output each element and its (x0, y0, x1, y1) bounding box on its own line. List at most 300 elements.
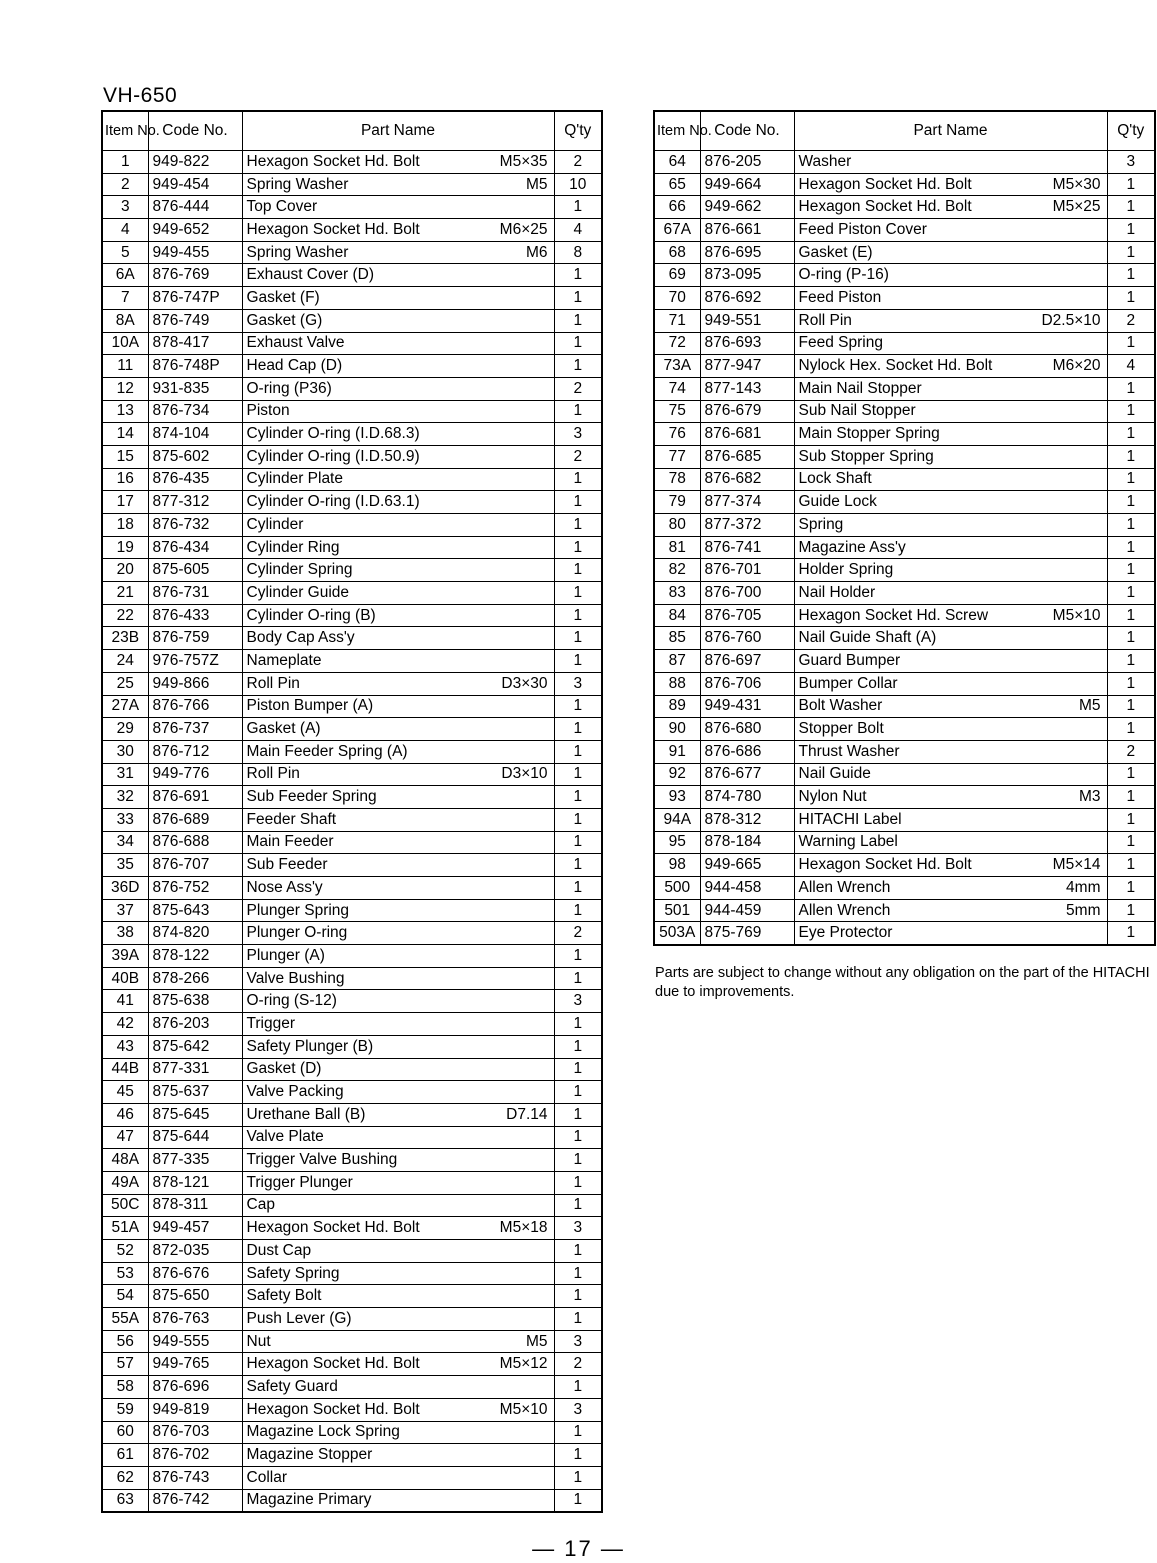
part-name: Hexagon Socket Hd. Bolt (246, 152, 420, 170)
part-spec: M5 (525, 175, 548, 193)
item-no: 48A (102, 1149, 148, 1172)
quantity: 1 (554, 1489, 602, 1512)
code-no: 876-676 (148, 1262, 242, 1285)
item-no: 76 (654, 423, 700, 446)
quantity: 1 (554, 627, 602, 650)
item-no: 98 (654, 854, 700, 877)
part-spec (548, 1447, 550, 1463)
part-name: Nail Guide Shaft (A) (798, 629, 937, 647)
part-name: Gasket (F) (246, 288, 320, 306)
part-name: Body Cap Ass'y (246, 629, 355, 647)
part-name: Piston Bumper (A) (246, 697, 374, 715)
part-name-cell (242, 1081, 554, 1104)
part-name-cell (794, 899, 1107, 922)
part-spec (548, 449, 550, 465)
part-spec: M3 (1078, 788, 1101, 806)
code-no: 949-555 (148, 1330, 242, 1353)
quantity: 1 (1107, 287, 1155, 310)
quantity: 1 (1107, 173, 1155, 196)
table-row (102, 786, 602, 809)
item-no: 59 (102, 1398, 148, 1421)
part-name-cell (242, 1398, 554, 1421)
table-row (654, 400, 1155, 423)
part-name-cell (242, 650, 554, 673)
part-name-cell (794, 151, 1107, 174)
item-no: 87 (654, 650, 700, 673)
header-part-name: Part Name (794, 111, 1107, 151)
table-row (102, 1262, 602, 1285)
code-no: 878-184 (700, 831, 794, 854)
table-row (102, 582, 602, 605)
part-spec (1101, 562, 1103, 578)
part-name-cell (242, 241, 554, 264)
table-row (654, 264, 1155, 287)
part-spec (548, 1492, 550, 1508)
part-name: Trigger (246, 1014, 296, 1032)
quantity: 1 (554, 650, 602, 673)
item-no: 46 (102, 1103, 148, 1126)
table-row (102, 309, 602, 332)
part-spec (548, 857, 550, 873)
part-spec (548, 1311, 550, 1327)
part-name: Piston (246, 402, 290, 420)
code-no: 949-431 (700, 695, 794, 718)
part-name-cell (794, 786, 1107, 809)
table-row (654, 854, 1155, 877)
part-spec (548, 948, 550, 964)
table-row (102, 173, 602, 196)
table-row (654, 922, 1155, 945)
item-no: 36D (102, 877, 148, 900)
part-name: Spring (798, 515, 844, 533)
page-number: — 17 — (532, 1536, 625, 1561)
header-code-no: Code No. (148, 111, 242, 151)
quantity: 1 (1107, 264, 1155, 287)
quantity: 1 (1107, 922, 1155, 945)
part-spec: M5 (525, 1332, 548, 1350)
part-spec: M5×10 (1052, 606, 1101, 624)
quantity: 2 (554, 922, 602, 945)
part-name: Allen Wrench (798, 901, 891, 919)
part-spec: M5×10 (499, 1400, 548, 1418)
quantity: 1 (1107, 514, 1155, 537)
part-name: Valve Packing (246, 1083, 344, 1101)
part-name: Magazine Primary (246, 1491, 372, 1509)
part-name: Stopper Bolt (798, 720, 884, 738)
part-name: Hexagon Socket Hd. Bolt (798, 198, 972, 216)
code-no: 949-822 (148, 151, 242, 174)
table-row (102, 377, 602, 400)
part-name: Trigger Valve Bushing (246, 1151, 398, 1169)
item-no: 50C (102, 1194, 148, 1217)
quantity: 1 (554, 740, 602, 763)
item-no: 501 (654, 899, 700, 922)
part-spec (548, 1266, 550, 1282)
quantity: 1 (554, 1126, 602, 1149)
quantity: 1 (554, 1103, 602, 1126)
part-name: Eye Protector (798, 924, 893, 942)
part-name: Magazine Ass'y (798, 538, 906, 556)
item-no: 503A (654, 922, 700, 945)
part-name-cell (242, 309, 554, 332)
code-no: 876-696 (148, 1376, 242, 1399)
part-name-cell (794, 400, 1107, 423)
part-name: Safety Guard (246, 1377, 338, 1395)
table-row (654, 196, 1155, 219)
code-no: 878-417 (148, 332, 242, 355)
part-spec: M5 (1078, 697, 1101, 715)
table-row (102, 945, 602, 968)
part-name: Hexagon Socket Hd. Bolt (246, 1400, 420, 1418)
part-name: Main Nail Stopper (798, 379, 922, 397)
item-no: 7 (102, 287, 148, 310)
code-no: 876-707 (148, 854, 242, 877)
code-no: 876-681 (700, 423, 794, 446)
part-spec (548, 834, 550, 850)
item-no: 51A (102, 1217, 148, 1240)
code-no: 877-312 (148, 491, 242, 514)
part-spec (548, 721, 550, 737)
quantity: 1 (1107, 786, 1155, 809)
quantity: 4 (1107, 355, 1155, 378)
quantity: 1 (554, 967, 602, 990)
part-spec (1101, 381, 1103, 397)
table-row (654, 219, 1155, 242)
part-name: Nose Ass'y (246, 878, 323, 896)
table-row (654, 899, 1155, 922)
code-no: 876-743 (148, 1466, 242, 1489)
part-name: Nut (246, 1332, 271, 1350)
part-name-cell (242, 1421, 554, 1444)
quantity: 1 (1107, 672, 1155, 695)
part-name: Roll Pin (246, 765, 300, 783)
table-row (102, 1421, 602, 1444)
part-name-cell (242, 468, 554, 491)
part-name: Hexagon Socket Hd. Bolt (798, 856, 972, 874)
code-no: 875-642 (148, 1035, 242, 1058)
part-spec (548, 313, 550, 329)
part-name-cell (242, 355, 554, 378)
table-row (102, 740, 602, 763)
item-no: 15 (102, 445, 148, 468)
part-spec (1101, 744, 1103, 760)
table-row (654, 650, 1155, 673)
part-name-cell (242, 582, 554, 605)
quantity: 1 (554, 1013, 602, 1036)
code-no: 878-266 (148, 967, 242, 990)
table-row (654, 332, 1155, 355)
code-no: 876-691 (148, 786, 242, 809)
part-name-cell (242, 173, 554, 196)
part-name: O-ring (S-12) (246, 992, 337, 1010)
code-no: 876-741 (700, 536, 794, 559)
part-name-cell (242, 559, 554, 582)
code-no: 876-747P (148, 287, 242, 310)
code-no: 876-701 (700, 559, 794, 582)
part-name: Plunger Spring (246, 901, 350, 919)
table-row (654, 491, 1155, 514)
item-no: 47 (102, 1126, 148, 1149)
part-name: Sub Nail Stopper (798, 402, 916, 420)
item-no: 85 (654, 627, 700, 650)
item-no: 83 (654, 582, 700, 605)
part-name: Sub Feeder (246, 856, 328, 874)
item-no: 32 (102, 786, 148, 809)
table-row (102, 423, 602, 446)
part-name-cell (794, 332, 1107, 355)
part-name: Cylinder Ring (246, 538, 340, 556)
item-no: 33 (102, 808, 148, 831)
table-row (102, 196, 602, 219)
part-name-cell (794, 854, 1107, 877)
table-row (654, 672, 1155, 695)
item-no: 53 (102, 1262, 148, 1285)
table-row (654, 423, 1155, 446)
part-spec: M5×30 (1052, 175, 1101, 193)
part-name: Cylinder (246, 515, 304, 533)
table-row (102, 264, 602, 287)
part-name: Cylinder O-ring (B) (246, 606, 376, 624)
part-name-cell (794, 650, 1107, 673)
part-spec (1101, 812, 1103, 828)
part-name: Cylinder O-ring (I.D.63.1) (246, 493, 420, 511)
part-name: Gasket (D) (246, 1060, 322, 1078)
code-no: 949-455 (148, 241, 242, 264)
part-name-cell (794, 445, 1107, 468)
table-row (102, 1444, 602, 1467)
item-no: 41 (102, 990, 148, 1013)
quantity: 1 (554, 718, 602, 741)
code-no: 875-645 (148, 1103, 242, 1126)
part-spec (548, 608, 550, 624)
quantity: 2 (554, 445, 602, 468)
item-no: 66 (654, 196, 700, 219)
code-no: 944-458 (700, 877, 794, 900)
item-no: 38 (102, 922, 148, 945)
item-no: 90 (654, 718, 700, 741)
part-spec (1101, 517, 1103, 533)
item-no: 58 (102, 1376, 148, 1399)
part-spec (548, 267, 550, 283)
quantity: 1 (1107, 831, 1155, 854)
part-name: O-ring (P36) (246, 379, 332, 397)
code-no: 931-835 (148, 377, 242, 400)
code-no: 876-749 (148, 309, 242, 332)
part-spec (548, 1175, 550, 1191)
item-no: 10A (102, 332, 148, 355)
code-no: 877-374 (700, 491, 794, 514)
item-no: 56 (102, 1330, 148, 1353)
code-no: 876-689 (148, 808, 242, 831)
part-name: Hexagon Socket Hd. Bolt (246, 1219, 420, 1237)
code-no: 876-769 (148, 264, 242, 287)
code-no: 876-732 (148, 514, 242, 537)
code-no: 876-748P (148, 355, 242, 378)
item-no: 77 (654, 445, 700, 468)
table-row (102, 1194, 602, 1217)
code-no: 876-763 (148, 1308, 242, 1331)
part-spec (548, 1243, 550, 1259)
parts-table-right (653, 110, 1156, 946)
part-spec: 4mm (1066, 878, 1101, 896)
item-no: 31 (102, 763, 148, 786)
part-spec (548, 925, 550, 941)
code-no: 976-757Z (148, 650, 242, 673)
quantity: 1 (554, 1149, 602, 1172)
quantity: 8 (554, 241, 602, 264)
part-spec (1101, 653, 1103, 669)
item-no: 8A (102, 309, 148, 332)
item-no: 54 (102, 1285, 148, 1308)
table-header-row (102, 111, 602, 151)
part-spec (1101, 449, 1103, 465)
part-spec (1101, 630, 1103, 646)
quantity: 3 (554, 672, 602, 695)
table-row (102, 536, 602, 559)
quantity: 1 (1107, 854, 1155, 877)
quantity: 1 (1107, 445, 1155, 468)
part-name: Gasket (E) (798, 243, 873, 261)
part-name: Valve Plate (246, 1128, 324, 1146)
table-row (654, 241, 1155, 264)
part-spec (548, 1152, 550, 1168)
part-name-cell (794, 309, 1107, 332)
code-no: 949-652 (148, 219, 242, 242)
table-row (102, 1035, 602, 1058)
part-spec (548, 199, 550, 215)
table-row (102, 1240, 602, 1263)
part-spec (1101, 290, 1103, 306)
table-row (102, 1013, 602, 1036)
item-no: 61 (102, 1444, 148, 1467)
code-no: 878-312 (700, 808, 794, 831)
item-no: 500 (654, 877, 700, 900)
part-name-cell (794, 355, 1107, 378)
part-spec (548, 358, 550, 374)
item-no: 49A (102, 1171, 148, 1194)
part-spec: M6 (525, 243, 548, 261)
change-notice: Parts are subject to change without any obligation on the part of the HITACHI due to improvements. (655, 965, 1150, 1000)
code-no: 876-705 (700, 604, 794, 627)
model-title: VH-650 (103, 84, 178, 107)
part-spec (548, 971, 550, 987)
part-name-cell (242, 1058, 554, 1081)
part-name-cell (794, 763, 1107, 786)
code-no: 876-680 (700, 718, 794, 741)
header-qty: Q'ty (554, 111, 602, 151)
part-name: Guard Bumper (798, 651, 901, 669)
part-spec (548, 993, 550, 1009)
part-spec: D2.5×10 (1041, 311, 1101, 329)
quantity: 1 (1107, 877, 1155, 900)
code-no: 876-688 (148, 831, 242, 854)
quantity: 2 (1107, 740, 1155, 763)
part-name-cell (242, 1171, 554, 1194)
table-row (102, 1466, 602, 1489)
table-row (654, 786, 1155, 809)
table-row (102, 650, 602, 673)
part-spec (548, 1016, 550, 1032)
item-no: 78 (654, 468, 700, 491)
part-name: Plunger O-ring (246, 924, 348, 942)
table-row (102, 1308, 602, 1331)
quantity: 1 (554, 1035, 602, 1058)
table-row (102, 468, 602, 491)
quantity: 1 (1107, 763, 1155, 786)
part-name: Magazine Stopper (246, 1446, 373, 1464)
item-no: 34 (102, 831, 148, 854)
part-name-cell (794, 831, 1107, 854)
table-row (654, 718, 1155, 741)
part-spec (548, 789, 550, 805)
table-row (102, 1081, 602, 1104)
part-name-cell (794, 718, 1107, 741)
part-name: Roll Pin (798, 311, 852, 329)
item-no: 62 (102, 1466, 148, 1489)
part-name: Dust Cap (246, 1241, 312, 1259)
part-spec: M5×18 (499, 1219, 548, 1237)
table-row (102, 514, 602, 537)
code-no: 876-692 (700, 287, 794, 310)
quantity: 1 (1107, 219, 1155, 242)
part-name: Valve Bushing (246, 969, 345, 987)
part-spec (1101, 585, 1103, 601)
part-name-cell (794, 264, 1107, 287)
table-row (654, 559, 1155, 582)
quantity: 1 (554, 400, 602, 423)
quantity: 1 (1107, 332, 1155, 355)
table-row (654, 740, 1155, 763)
part-name-cell (242, 808, 554, 831)
code-no: 876-661 (700, 219, 794, 242)
part-name: Cylinder Plate (246, 470, 343, 488)
code-no: 875-638 (148, 990, 242, 1013)
code-no: 874-780 (700, 786, 794, 809)
quantity: 1 (554, 1466, 602, 1489)
part-name: Top Cover (246, 198, 318, 216)
table-row (654, 151, 1155, 174)
part-name: Gasket (A) (246, 720, 321, 738)
part-name-cell (794, 536, 1107, 559)
table-row (654, 763, 1155, 786)
table-row (102, 400, 602, 423)
quantity: 1 (1107, 196, 1155, 219)
part-name: Nail Guide (798, 765, 871, 783)
table-row (654, 831, 1155, 854)
part-name-cell (794, 582, 1107, 605)
part-name: Cylinder O-ring (I.D.50.9) (246, 447, 420, 465)
item-no: 93 (654, 786, 700, 809)
part-spec: 5mm (1066, 901, 1101, 919)
part-name-cell (242, 423, 554, 446)
quantity: 1 (554, 196, 602, 219)
quantity: 1 (554, 559, 602, 582)
part-name: Safety Plunger (B) (246, 1037, 374, 1055)
code-no: 876-760 (700, 627, 794, 650)
table-row (102, 1058, 602, 1081)
quantity: 1 (1107, 582, 1155, 605)
part-name-cell (242, 491, 554, 514)
item-no: 22 (102, 604, 148, 627)
part-spec (1101, 766, 1103, 782)
part-name-cell (794, 877, 1107, 900)
quantity: 3 (554, 1217, 602, 1240)
table-row (102, 990, 602, 1013)
item-no: 60 (102, 1421, 148, 1444)
part-name-cell (794, 740, 1107, 763)
part-spec (548, 1424, 550, 1440)
part-spec (548, 335, 550, 351)
